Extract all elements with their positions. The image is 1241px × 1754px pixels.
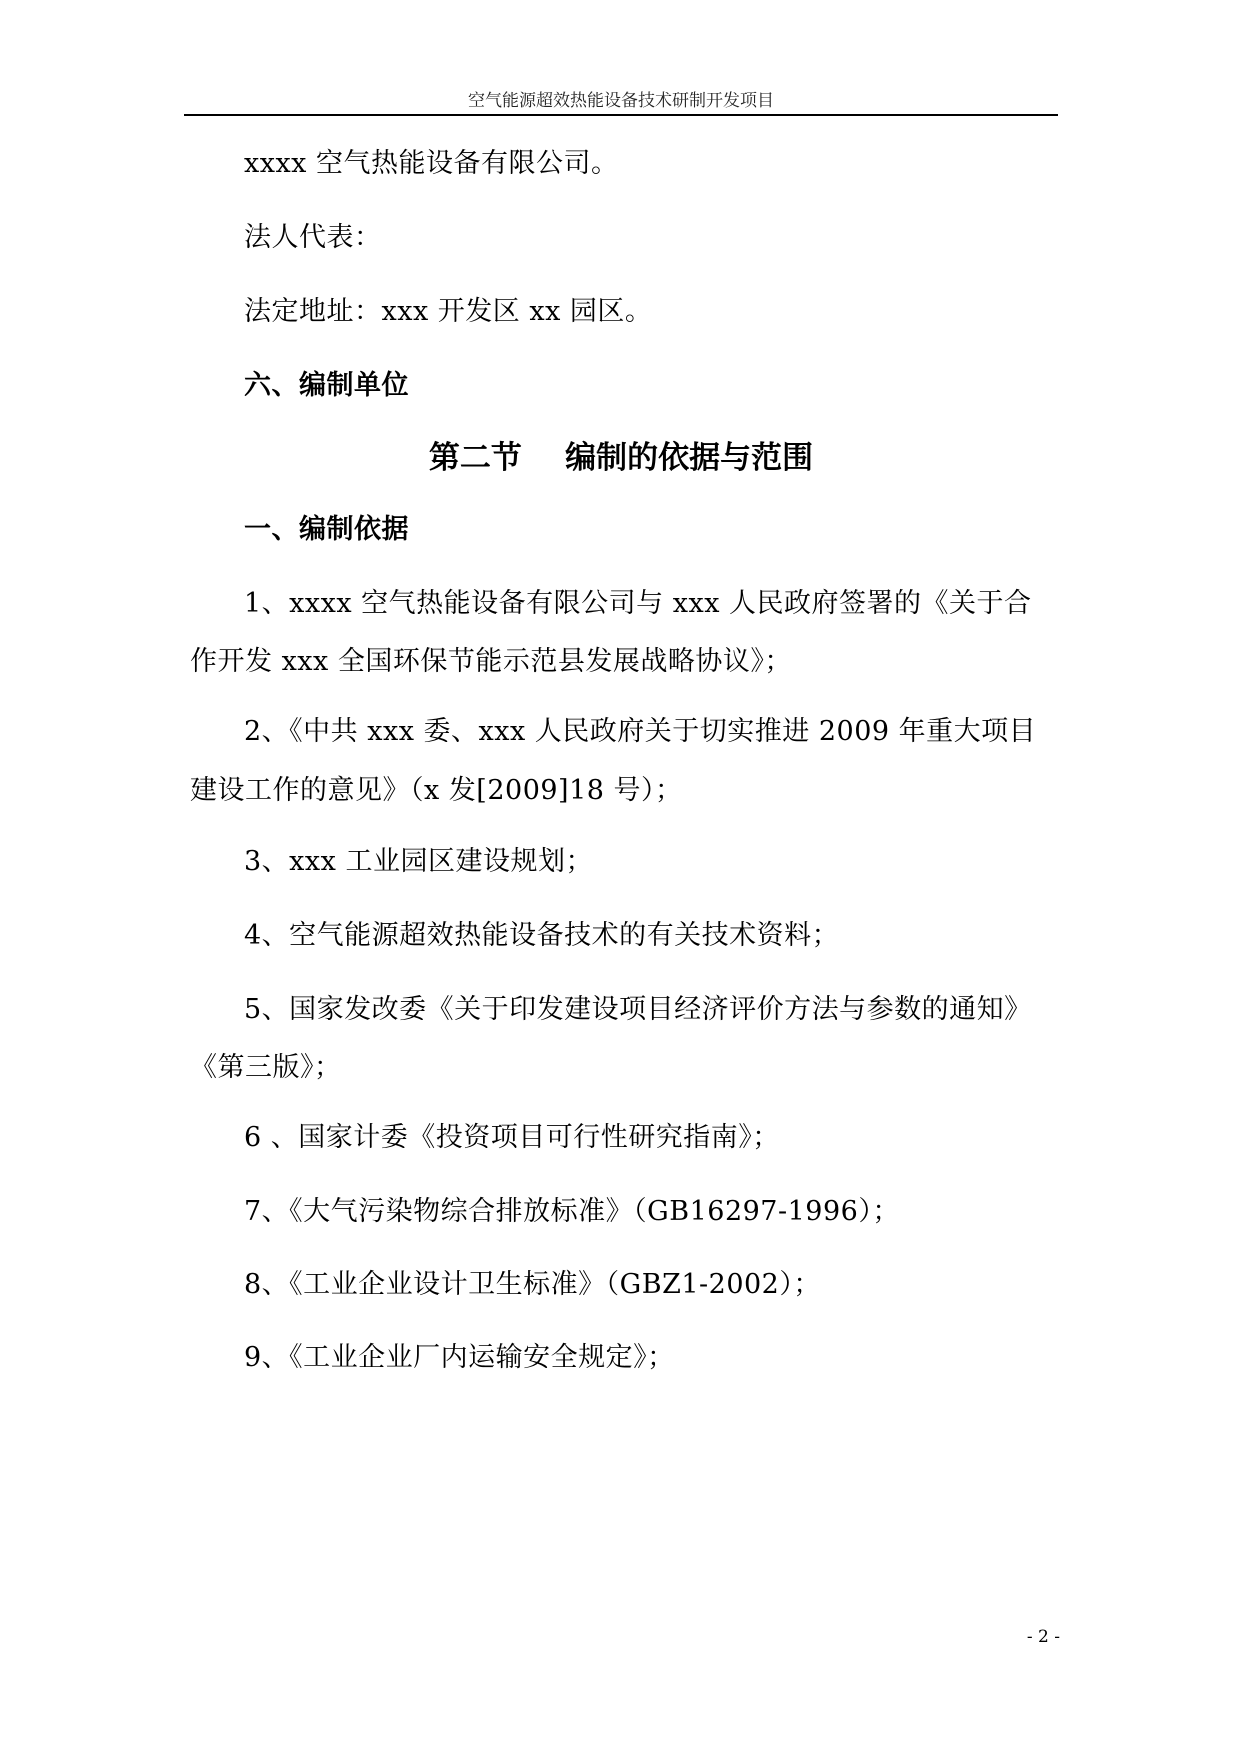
basis-item-1-line-1: 1、xxxx 空气热能设备有限公司与 xxx 人民政府签署的《关于合 [244,588,1032,619]
basis-item-1-line-2: 作开发 xxx 全国环保节能示范县发展战略协议》； [190,646,792,677]
basis-item-7: 7、《大气污染物综合排放标准》（GB16297-1996）； [244,1196,900,1227]
basis-item-3: 3、xxx 工业园区建设规划； [244,846,593,877]
heading-compiling-basis: 一、编制依据 [244,514,409,545]
header-title: 空气能源超效热能设备技术研制开发项目 [468,91,774,111]
address-line: 法定地址：xxx 开发区 xx 园区。 [244,296,653,327]
company-line: xxxx 空气热能设备有限公司。 [244,148,619,179]
basis-item-5-line-2: 《第三版》； [190,1052,342,1083]
heading-compiling-unit: 六、编制单位 [244,370,409,401]
basis-item-5-line-1: 5、国家发改委《关于印发建设项目经济评价方法与参数的通知》 [244,994,1032,1025]
legal-rep-line: 法人代表： [244,222,382,253]
basis-item-2-line-2: 建设工作的意见》（x 发[2009]18 号）； [190,775,683,806]
basis-item-9: 9、《工业企业厂内运输安全规定》； [244,1342,675,1373]
basis-item-8: 8、《工业企业设计卫生标准》（GBZ1-2002）； [244,1269,821,1300]
page-number: - 2 - [1026,1627,1060,1647]
header-rule [184,114,1058,116]
section-title: 第二节 编制的依据与范围 [428,440,814,476]
basis-item-2-line-1: 2、《中共 xxx 委、xxx 人民政府关于切实推进 2009 年重大项目 [244,716,1037,747]
basis-item-6: 6 、国家计委《投资项目可行性研究指南》； [244,1122,780,1153]
basis-item-4: 4、空气能源超效热能设备技术的有关技术资料； [244,920,840,951]
